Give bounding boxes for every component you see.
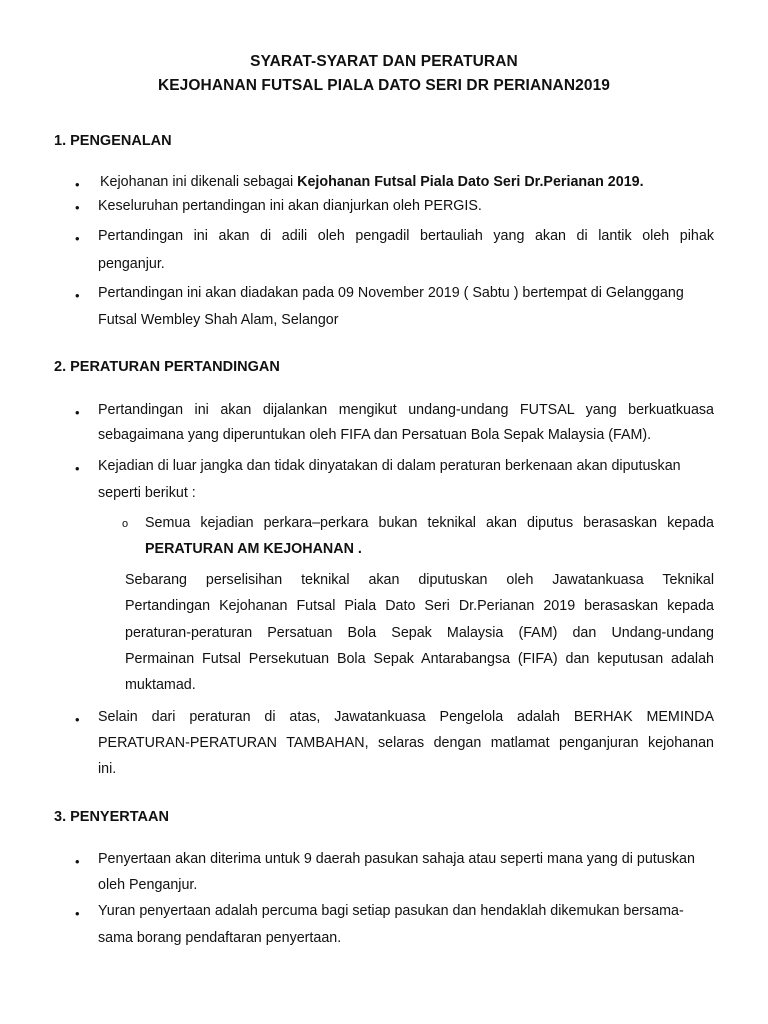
- s2-bullet1-line1: Pertandingan ini akan dijalankan mengikut undang-undang FUTSAL yang berkuatkuasa: [98, 402, 714, 418]
- s2-para-line1: Sebarang perselisihan teknikal akan diputuskan oleh Jawatankuasa Teknikal: [125, 572, 714, 588]
- s3-bullet2-line2: sama borang pendaftaran penyertaan.: [98, 930, 342, 946]
- s2-bullet2-line2: seperti berikut :: [98, 485, 196, 501]
- bullet-icon: •: [75, 712, 80, 727]
- bullet-icon: •: [75, 177, 80, 192]
- s2-para-line4: Permainan Futsal Persekutuan Bola Sepak Antarabangsa (FIFA) dan keputusan adalah: [125, 651, 714, 667]
- document-title-line1: SYARAT-SYARAT DAN PERATURAN: [250, 53, 518, 70]
- s3-bullet1-line1: Penyertaan akan diterima untuk 9 daerah pasukan sahaja atau seperti mana yang di putuskan: [98, 851, 695, 867]
- bullet-icon: •: [75, 405, 80, 420]
- s2-bullet2-line1: Kejadian di luar jangka dan tidak dinyatakan di dalam peraturan berkenaan akan diputuskan: [98, 458, 681, 474]
- s2-sub-line2-bold: PERATURAN AM KEJOHANAN .: [145, 541, 362, 557]
- bullet-icon: •: [75, 200, 80, 215]
- s1-bullet4-line2: Futsal Wembley Shah Alam, Selangor: [98, 312, 339, 328]
- bullet-icon: •: [75, 461, 80, 476]
- s2-para-line2: Pertandingan Kejohanan Futsal Piala Dato Seri Dr.Perianan 2019 berasaskan kepada: [125, 598, 714, 614]
- s2-bullet3-line1: Selain dari peraturan di atas, Jawatankuasa Pengelola adalah BERHAK MEMINDA: [98, 709, 714, 725]
- s2-bullet1-line2: sebagaimana yang diperuntukan oleh FIFA dan Persatuan Bola Sepak Malaysia (FAM).: [98, 427, 652, 443]
- s1-bullet4-line1: Pertandingan ini akan diadakan pada 09 November 2019 ( Sabtu ) bertempat di Gelanggang: [98, 285, 684, 301]
- s2-para-line5: muktamad.: [125, 677, 196, 693]
- s3-bullet1-line2: oleh Penganjur.: [98, 877, 198, 893]
- section-heading-penyertaan: 3. PENYERTAAN: [54, 809, 169, 825]
- section-heading-pengenalan: 1. PENGENALAN: [54, 133, 172, 149]
- s2-sub-line1: Semua kejadian perkara–perkara bukan teknikal akan diputus berasaskan kepada: [145, 515, 714, 531]
- s1-bullet1-text: [100, 174, 644, 190]
- s3-bullet2-line1: Yuran penyertaan adalah percuma bagi setiap pasukan dan hendaklah dikemukan bersama-: [98, 903, 684, 919]
- sub-bullet-icon: o: [122, 518, 129, 530]
- s2-para-line3: peraturan-peraturan Persatuan Bola Sepak Malaysia (FAM) dan Undang-undang: [125, 625, 714, 641]
- s1-bullet2-text: Keseluruhan pertandingan ini akan dianjurkan oleh PERGIS.: [98, 198, 482, 214]
- s1-bullet1-bold: Kejohanan Futsal Piala Dato Seri Dr.Perianan 2019.: [297, 174, 644, 190]
- s1-bullet3-line2: penganjur.: [98, 256, 165, 272]
- s2-bullet3-line2: PERATURAN-PERATURAN TAMBAHAN, selaras dengan matlamat penganjuran kejohanan: [98, 735, 714, 751]
- bullet-icon: •: [75, 231, 80, 246]
- bullet-icon: •: [75, 288, 80, 303]
- bullet-icon: •: [75, 854, 80, 869]
- document-title-line2: KEJOHANAN FUTSAL PIALA DATO SERI DR PERIANAN2019: [157, 77, 611, 94]
- section-heading-peraturan-pertandingan: 2. PERATURAN PERTANDINGAN: [54, 359, 280, 375]
- s2-bullet3-line3: ini.: [98, 761, 117, 777]
- s1-bullet3-line1: Pertandingan ini akan di adili oleh pengadil bertauliah yang akan di lantik oleh pihak: [98, 228, 714, 244]
- bullet-icon: •: [75, 906, 80, 921]
- s1-bullet1-prefix: Kejohanan ini dikenali sebagai: [100, 174, 298, 190]
